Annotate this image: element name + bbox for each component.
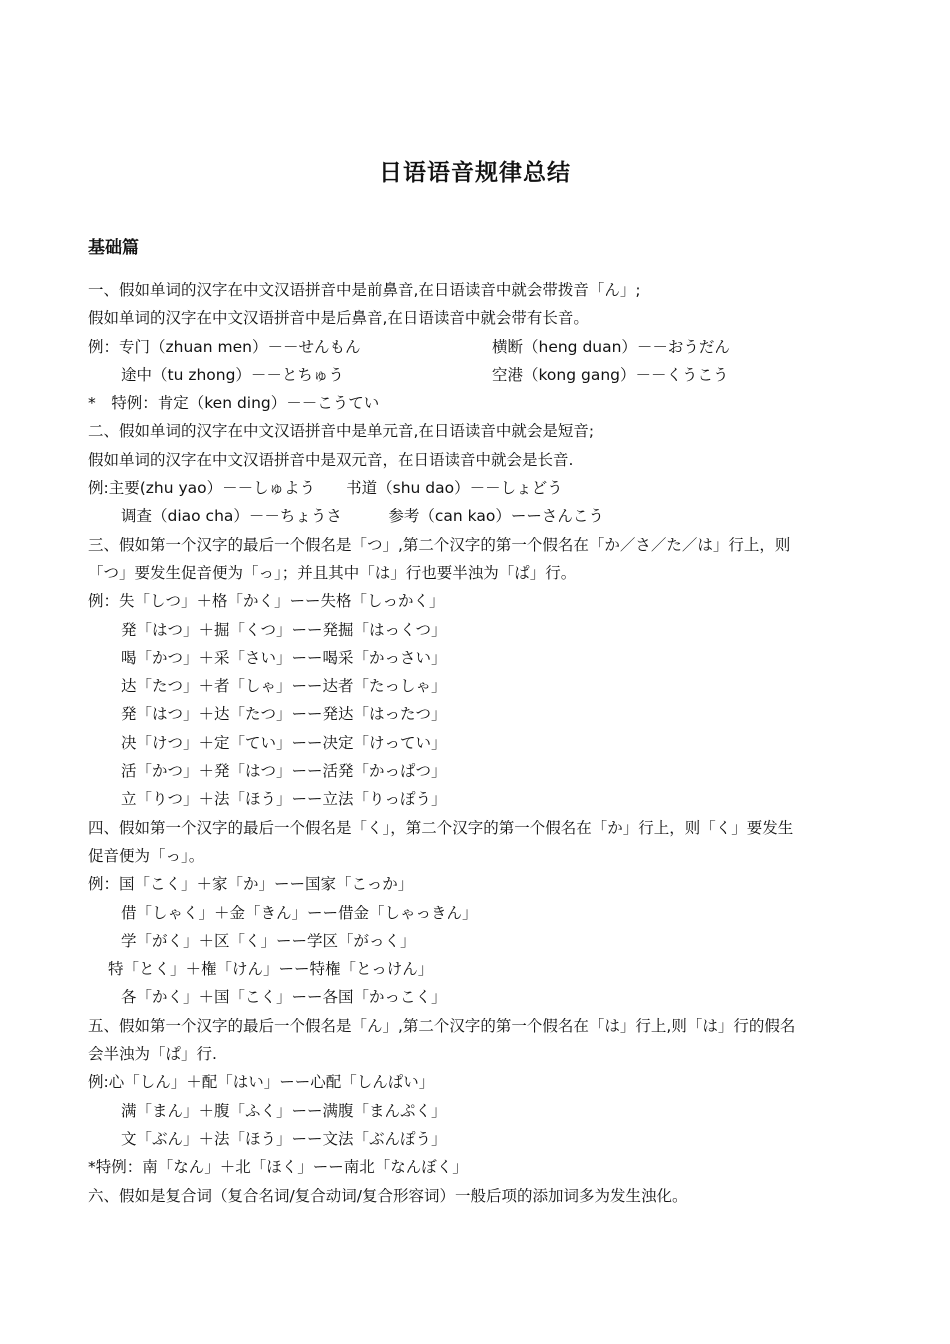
body-line: 発「はつ」＋达「たつ」ーー発达「はったつ」 <box>121 705 447 724</box>
body-line: 「つ」要发生促音便为「っ」；并且其中「は」行也要半浊为「ぱ」行。 <box>88 563 577 582</box>
body-line: 例：失「しつ」＋格「かく」ーー失格「しっかく」 <box>88 592 445 611</box>
body-line: 会半浊为「ぱ」行. <box>88 1045 217 1064</box>
section-heading: 基础篇 <box>88 238 139 258</box>
example-line <box>88 361 878 389</box>
body-line: 立「りつ」＋法「ほう」ーー立法「りっぽう」 <box>121 790 447 809</box>
body-line: 假如单词的汉字在中文汉语拼音中是双元音，在日语读音中就会是长音. <box>88 450 574 469</box>
body-line: 二、假如单词的汉字在中文汉语拼音中是单元音,在日语读音中就会是短音; <box>88 422 595 441</box>
body-line: 达「たつ」＋者「しゃ」ーー达者「たっしゃ」 <box>121 677 447 696</box>
example-right: 横断（heng duan）－－おうだん <box>492 337 730 356</box>
body-line: 四、假如第一个汉字的最后一个假名是「く」，第二个汉字的第一个假名在「か」行上，则「く」要发生 <box>88 818 794 837</box>
example-left: 例：专门（zhuan men）－－せんもん <box>88 337 361 356</box>
body-line: 一、假如单词的汉字在中文汉语拼音中是前鼻音,在日语读音中就会带拨音「ん」; <box>88 281 641 299</box>
body-line: 借「しゃく」＋金「きん」ーー借金「しゃっきん」 <box>121 903 478 922</box>
body-line: 例:主要(zhu yao）－－しゅよう 书道（shu dao）－－しょどう <box>88 479 563 498</box>
document-title: 日语语音规律总结 <box>379 160 571 186</box>
example-left: 途中（tu zhong）－－とちゅう <box>121 365 344 384</box>
body-line: 促音便为「っ」。 <box>88 846 205 865</box>
body-line: 文「ぶん」＋法「ほう」ーー文法「ぶんぽう」 <box>121 1129 447 1148</box>
body-line: 三、假如第一个汉字的最后一个假名是「つ」,第二个汉字的第一个假名在「か／さ／た／は」行上，则 <box>88 535 791 554</box>
body-line: 発「はつ」＋掘「くつ」ーー発掘「はっくつ」 <box>121 620 447 639</box>
body-line: 例：国「こく」＋家「か」ーー国家「こっか」 <box>88 875 414 894</box>
body-line: 决「けつ」＋定「てい」ーー决定「けってい」 <box>121 733 447 752</box>
body-line: 五、假如第一个汉字的最后一个假名是「ん」,第二个汉字的第一个假名在「は」行上,则「は」行的假名 <box>88 1016 796 1035</box>
body-line: 满「まん」＋腹「ふく」ーー满腹「まんぷく」 <box>121 1101 447 1120</box>
body-line: 调查（diao cha）－－ちょうさ 参考（can kao）ーーさんこう <box>121 507 604 526</box>
body-line: 假如单词的汉字在中文汉语拼音中是后鼻音,在日语读音中就会带有长音。 <box>88 309 589 328</box>
body-line: 各「かく」＋国「こく」ーー各国「かっこく」 <box>121 988 447 1007</box>
body-line: * 特例：肯定（ken ding）－－こうてい <box>88 394 380 413</box>
example-right: 空港（kong gang）－－くうこう <box>492 365 729 384</box>
body-line: 六、假如是复合词（复合名词/复合动词/复合形容词）一般后项的添加词多为发生浊化。 <box>88 1186 688 1205</box>
body-line: 学「がく」＋区「く」ーー学区「がっく」 <box>121 931 416 950</box>
body-line: 特「とく」＋権「けん」ーー特権「とっけん」 <box>108 960 434 979</box>
body-line: *特例：南「なん」＋北「ほく」ーー南北「なんぼく」 <box>88 1158 468 1177</box>
example-line <box>88 333 878 361</box>
body-line: 例:心「しん」＋配「はい」ーー心配「しんぱい」 <box>88 1073 435 1092</box>
body-line: 活「かつ」＋発「はつ」ーー活発「かっぱつ」 <box>121 762 447 781</box>
body-line: 喝「かつ」＋采「さい」ーー喝采「かっさい」 <box>121 648 447 667</box>
document-body <box>88 276 878 1210</box>
